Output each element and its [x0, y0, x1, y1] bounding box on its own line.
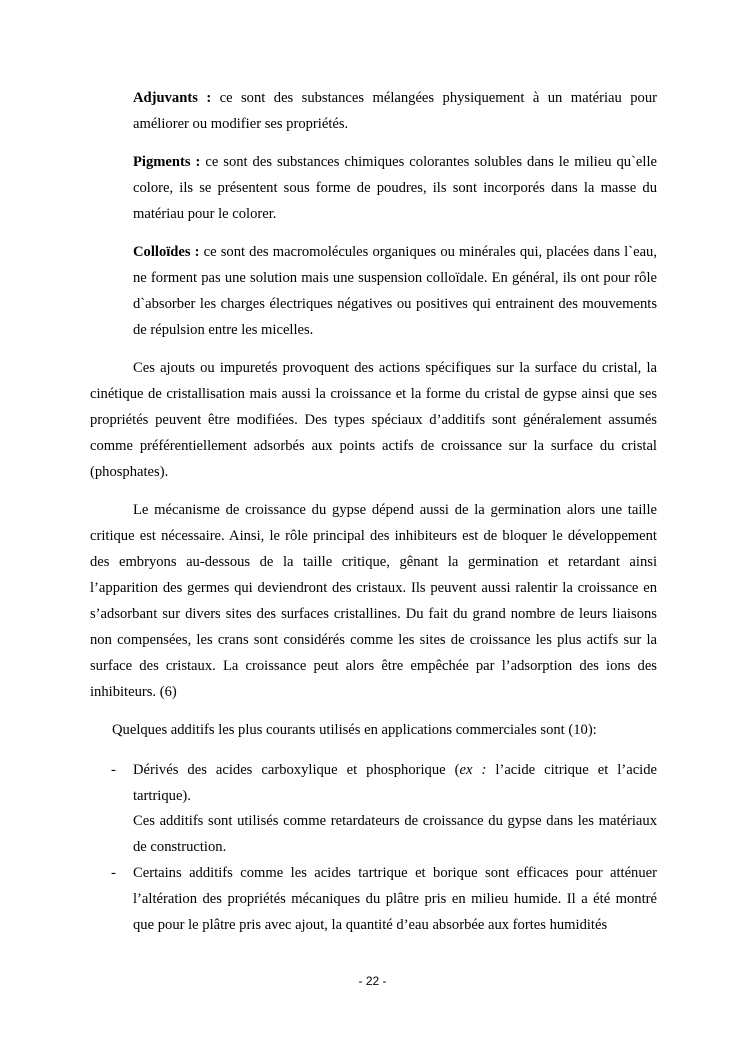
definition-text: ce sont des substances chimiques colorantes solubles dans le milieu qu`elle colore, ils se présentent sous forme de poudres, ils sont incorporés dans la masse du matériau pour le colorer.: [133, 154, 657, 222]
paragraph-ajouts: Ces ajouts ou impuretés provoquent des actions spécifiques sur la surface du cristal, la cinétique de cristallisation mais aussi la croissance et la forme du cristal de gypse ainsi que ses propriétés peuvent être modifiées. Des types spéciaux d’additifs sont généralement assumés comme préférentiellement adsorbés aux points actifs de croissance sur la surface du cristal (phosphates).: [90, 360, 657, 480]
definition-text: ce sont des macromolécules organiques ou minérales qui, placées dans l`eau, ne forment pas une solution mais une suspension colloïdale. En général, ils ont pour rôle d`absorber les charges électriques négatives ou positives qui entrainent des mouvements de répulsion entre les micelles.: [133, 244, 657, 338]
definition-colloides: [133, 239, 657, 343]
list-bullet: -: [111, 762, 116, 778]
list-item-derives: [133, 757, 657, 809]
list-item-italic: ex :: [459, 762, 487, 778]
list-bullet: -: [111, 865, 116, 881]
page-number: - 22 -: [358, 974, 387, 988]
list-item-text: Dérivés des acides carboxylique et phosphorique (: [133, 762, 460, 778]
list-item-extra: Ces additifs sont utilisés comme retardateurs de croissance du gypse dans les matériaux de construction.: [133, 813, 657, 855]
definition-pigments: [133, 149, 657, 227]
list-item-text: l’acide citrique et l’acide tartrique).: [133, 762, 657, 804]
definition-text: ce sont des substances mélangées physiquement à un matériau pour améliorer ou modifier ses propriétés.: [133, 90, 658, 132]
list-item-certains: Certains additifs comme les acides tartrique et borique sont efficaces pour atténuer l’altération des propriétés mécaniques du plâtre pris en milieu humide. Il a été montré que pour le plâtre pris avec ajout, la quantité d’eau absorbée aux fortes humidités: [133, 865, 657, 933]
paragraph-mecanisme: Le mécanisme de croissance du gypse dépend aussi de la germination alors une taille critique est nécessaire. Ainsi, le rôle principal des inhibiteurs est de bloquer le développement des embryons au-dessous de la taille critique, gênant la germination et retardant ainsi l’apparition des germes qui deviendront des cristaux. Ils peuvent aussi ralentir la croissance en s’adsorbant sur divers sites des surfaces cristallines. Du fait du grand nombre de leurs liaisons non compensées, les crans sont considérés comme les sites de croissance les plus actifs sur la surface des cristaux. La croissance peut alors être empêchée par l’adsorption des ions des inhibiteurs. (6): [90, 502, 657, 700]
definition-term: Colloïdes :: [133, 244, 200, 260]
list-intro: Quelques additifs les plus courants utilisés en applications commerciales sont (10):: [112, 722, 597, 738]
definition-adjuvants: [133, 85, 657, 137]
definition-term: Pigments :: [133, 154, 201, 170]
definition-term: Adjuvants :: [133, 90, 212, 106]
